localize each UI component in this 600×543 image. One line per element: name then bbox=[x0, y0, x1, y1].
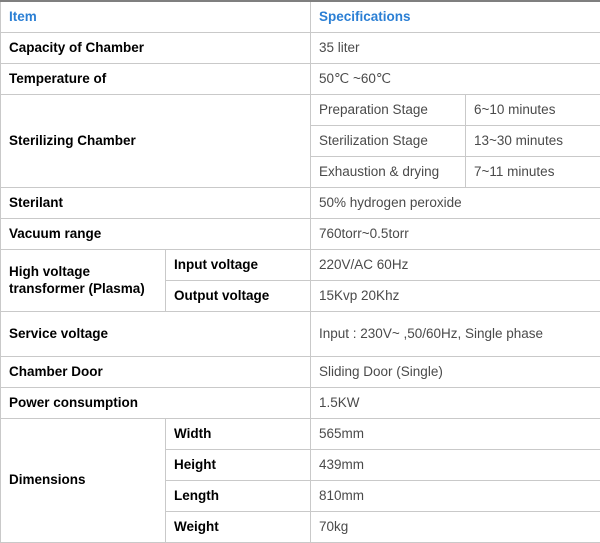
row-label-height: Height bbox=[166, 450, 311, 481]
row-value-sterilant: 50% hydrogen peroxide bbox=[311, 188, 600, 219]
table-row-power-consumption bbox=[1, 388, 600, 419]
column-header-specifications: Specifications bbox=[311, 1, 600, 33]
table-row-preparation-stage bbox=[1, 95, 600, 126]
table-row-vacuum-range bbox=[1, 219, 600, 250]
stage-value-exhaustion-drying: 7~11 minutes bbox=[466, 157, 600, 188]
table-row-service-voltage bbox=[1, 312, 600, 357]
table-row-temperature bbox=[1, 64, 600, 95]
table-row-chamber-door bbox=[1, 357, 600, 388]
row-label-dimensions: Dimensions bbox=[1, 419, 166, 543]
column-header-item: Item bbox=[1, 1, 311, 33]
stage-label-sterilization: Sterilization Stage bbox=[311, 126, 466, 157]
row-label-temperature: Temperature of bbox=[1, 64, 311, 95]
row-label-vacuum-range: Vacuum range bbox=[1, 219, 311, 250]
table-row-capacity bbox=[1, 33, 600, 64]
row-label-service-voltage: Service voltage bbox=[1, 312, 311, 357]
table-row-header bbox=[1, 1, 600, 33]
row-value-vacuum-range: 760torr~0.5torr bbox=[311, 219, 600, 250]
row-value-capacity: 35 liter bbox=[311, 33, 600, 64]
row-label-sterilizing-chamber: Sterilizing Chamber bbox=[1, 95, 311, 188]
row-label-width: Width bbox=[166, 419, 311, 450]
row-value-temperature: 50℃ ~60℃ bbox=[311, 64, 600, 95]
row-value-length: 810mm bbox=[311, 481, 600, 512]
stage-label-exhaustion-drying: Exhaustion & drying bbox=[311, 157, 466, 188]
row-label-chamber-door: Chamber Door bbox=[1, 357, 311, 388]
row-label-input-voltage: Input voltage bbox=[166, 250, 311, 281]
row-value-power-consumption: 1.5KW bbox=[311, 388, 600, 419]
row-value-service-voltage: Input : 230V~ ,50/60Hz, Single phase bbox=[311, 312, 600, 357]
table-row-input-voltage bbox=[1, 250, 600, 281]
stage-value-sterilization: 13~30 minutes bbox=[466, 126, 600, 157]
stage-value-preparation: 6~10 minutes bbox=[466, 95, 600, 126]
row-value-width: 565mm bbox=[311, 419, 600, 450]
row-label-output-voltage: Output voltage bbox=[166, 281, 311, 312]
row-label-capacity: Capacity of Chamber bbox=[1, 33, 311, 64]
row-label-length: Length bbox=[166, 481, 311, 512]
row-value-input-voltage: 220V/AC 60Hz bbox=[311, 250, 600, 281]
table-row-width bbox=[1, 419, 600, 450]
row-value-height: 439mm bbox=[311, 450, 600, 481]
row-label-sterilant: Sterilant bbox=[1, 188, 311, 219]
row-label-weight: Weight bbox=[166, 512, 311, 543]
row-value-chamber-door: Sliding Door (Single) bbox=[311, 357, 600, 388]
stage-label-preparation: Preparation Stage bbox=[311, 95, 466, 126]
row-value-weight: 70kg bbox=[311, 512, 600, 543]
row-label-power-consumption: Power consumption bbox=[1, 388, 311, 419]
table-row-sterilant bbox=[1, 188, 600, 219]
row-value-output-voltage: 15Kvp 20Khz bbox=[311, 281, 600, 312]
row-label-high-voltage-transformer: High voltage transformer (Plasma) bbox=[1, 250, 166, 312]
